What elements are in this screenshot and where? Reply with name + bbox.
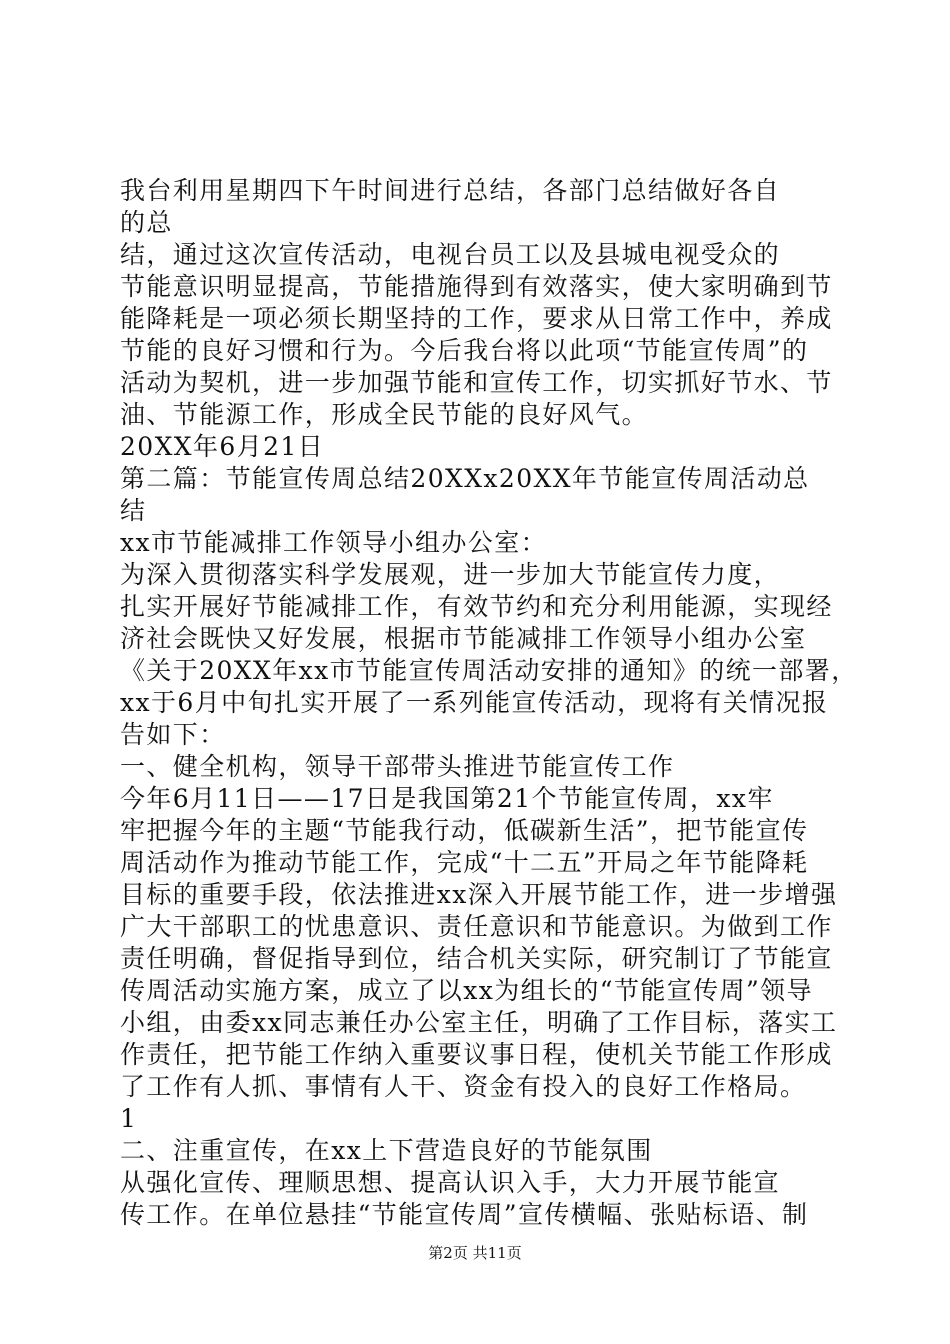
text-line: 今年6月11日——17日是我国第21个节能宣传周，xx牢 xyxy=(120,784,774,813)
date-line: 20XX年6月21日 xyxy=(120,432,325,461)
section-title: 第二篇：节能宣传周总结20XXx20XX年节能宣传周活动总 xyxy=(120,464,810,493)
text-line: 广大干部职工的忧患意识、责任意识和节能意识。为做到工作 xyxy=(120,912,833,941)
text-line: 的总 xyxy=(120,208,173,237)
text-line: 传周活动实施方案，成立了以xx为组长的“节能宣传周”领导 xyxy=(120,976,813,1005)
text-line: 活动为契机，进一步加强节能和宣传工作，切实抓好节水、节 xyxy=(120,368,833,397)
text-line: 从强化宣传、理顺思想、提高认识入手，大力开展节能宣 xyxy=(120,1168,781,1197)
text-line: 节能的良好习惯和行为。今后我台将以此项“节能宣传周”的 xyxy=(120,336,809,365)
page-footer xyxy=(0,1243,950,1263)
heading-one: 一、健全机构，领导干部带头推进节能宣传工作 xyxy=(120,752,675,781)
text-line: 作责任，把节能工作纳入重要议事日程，使机关节能工作形成 xyxy=(120,1040,833,1069)
text-line: 《关于20XX年xx市节能宣传周活动安排的通知》的统一部署， xyxy=(120,656,858,685)
text-line: xx于6月中旬扎实开展了一系列能宣传活动，现将有关情况报 xyxy=(120,688,829,717)
section-title-cont: 结 xyxy=(120,496,147,525)
text-line: 能降耗是一项必须长期坚持的工作，要求从日常工作中，养成 xyxy=(120,304,833,333)
text-line: 扎实开展好节能减排工作，有效节约和充分利用能源，实现经 xyxy=(120,592,833,621)
text-line: 牢把握今年的主题“节能我行动，低碳新生活”，把节能宣传 xyxy=(120,816,809,845)
text-line: 为深入贯彻落实科学发展观，进一步加大节能宣传力度， xyxy=(120,560,781,589)
text-line: 油、节能源工作，形成全民节能的良好风气。 xyxy=(120,400,649,429)
text-line: 节能意识明显提高，节能措施得到有效落实，使大家明确到节 xyxy=(120,272,833,301)
page-number-label: 第2页 共11页 xyxy=(428,1244,522,1262)
text-line: 周活动作为推动节能工作，完成“十二五”开局之年节能降耗 xyxy=(120,848,809,877)
addressee-line: xx市节能减排工作领导小组办公室： xyxy=(120,528,547,557)
text-line: 传工作。在单位悬挂“节能宣传周”宣传横幅、张贴标语、制 xyxy=(120,1200,809,1229)
heading-two: 二、注重宣传，在xx上下营造良好的节能氛围 xyxy=(120,1136,653,1165)
text-line: 告如下： xyxy=(120,720,226,749)
text-line: 了工作有人抓、事情有人干、资金有投入的良好工作格局。 xyxy=(120,1072,807,1101)
text-line: 结，通过这次宣传活动，电视台员工以及县城电视受众的 xyxy=(120,240,781,269)
text-line: 小组，由委xx同志兼任办公室主任，明确了工作目标，落实工 xyxy=(120,1008,838,1037)
inline-number: 1 xyxy=(120,1104,138,1133)
text-line: 目标的重要手段，依法推进xx深入开展节能工作，进一步增强 xyxy=(120,880,838,909)
text-line: 我台利用星期四下午时间进行总结，各部门总结做好各自 xyxy=(120,176,781,205)
text-line: 济社会既快又好发展，根据市节能减排工作领导小组办公室 xyxy=(120,624,807,653)
text-line: 责任明确，督促指导到位，结合机关实际，研究制订了节能宣 xyxy=(120,944,833,973)
